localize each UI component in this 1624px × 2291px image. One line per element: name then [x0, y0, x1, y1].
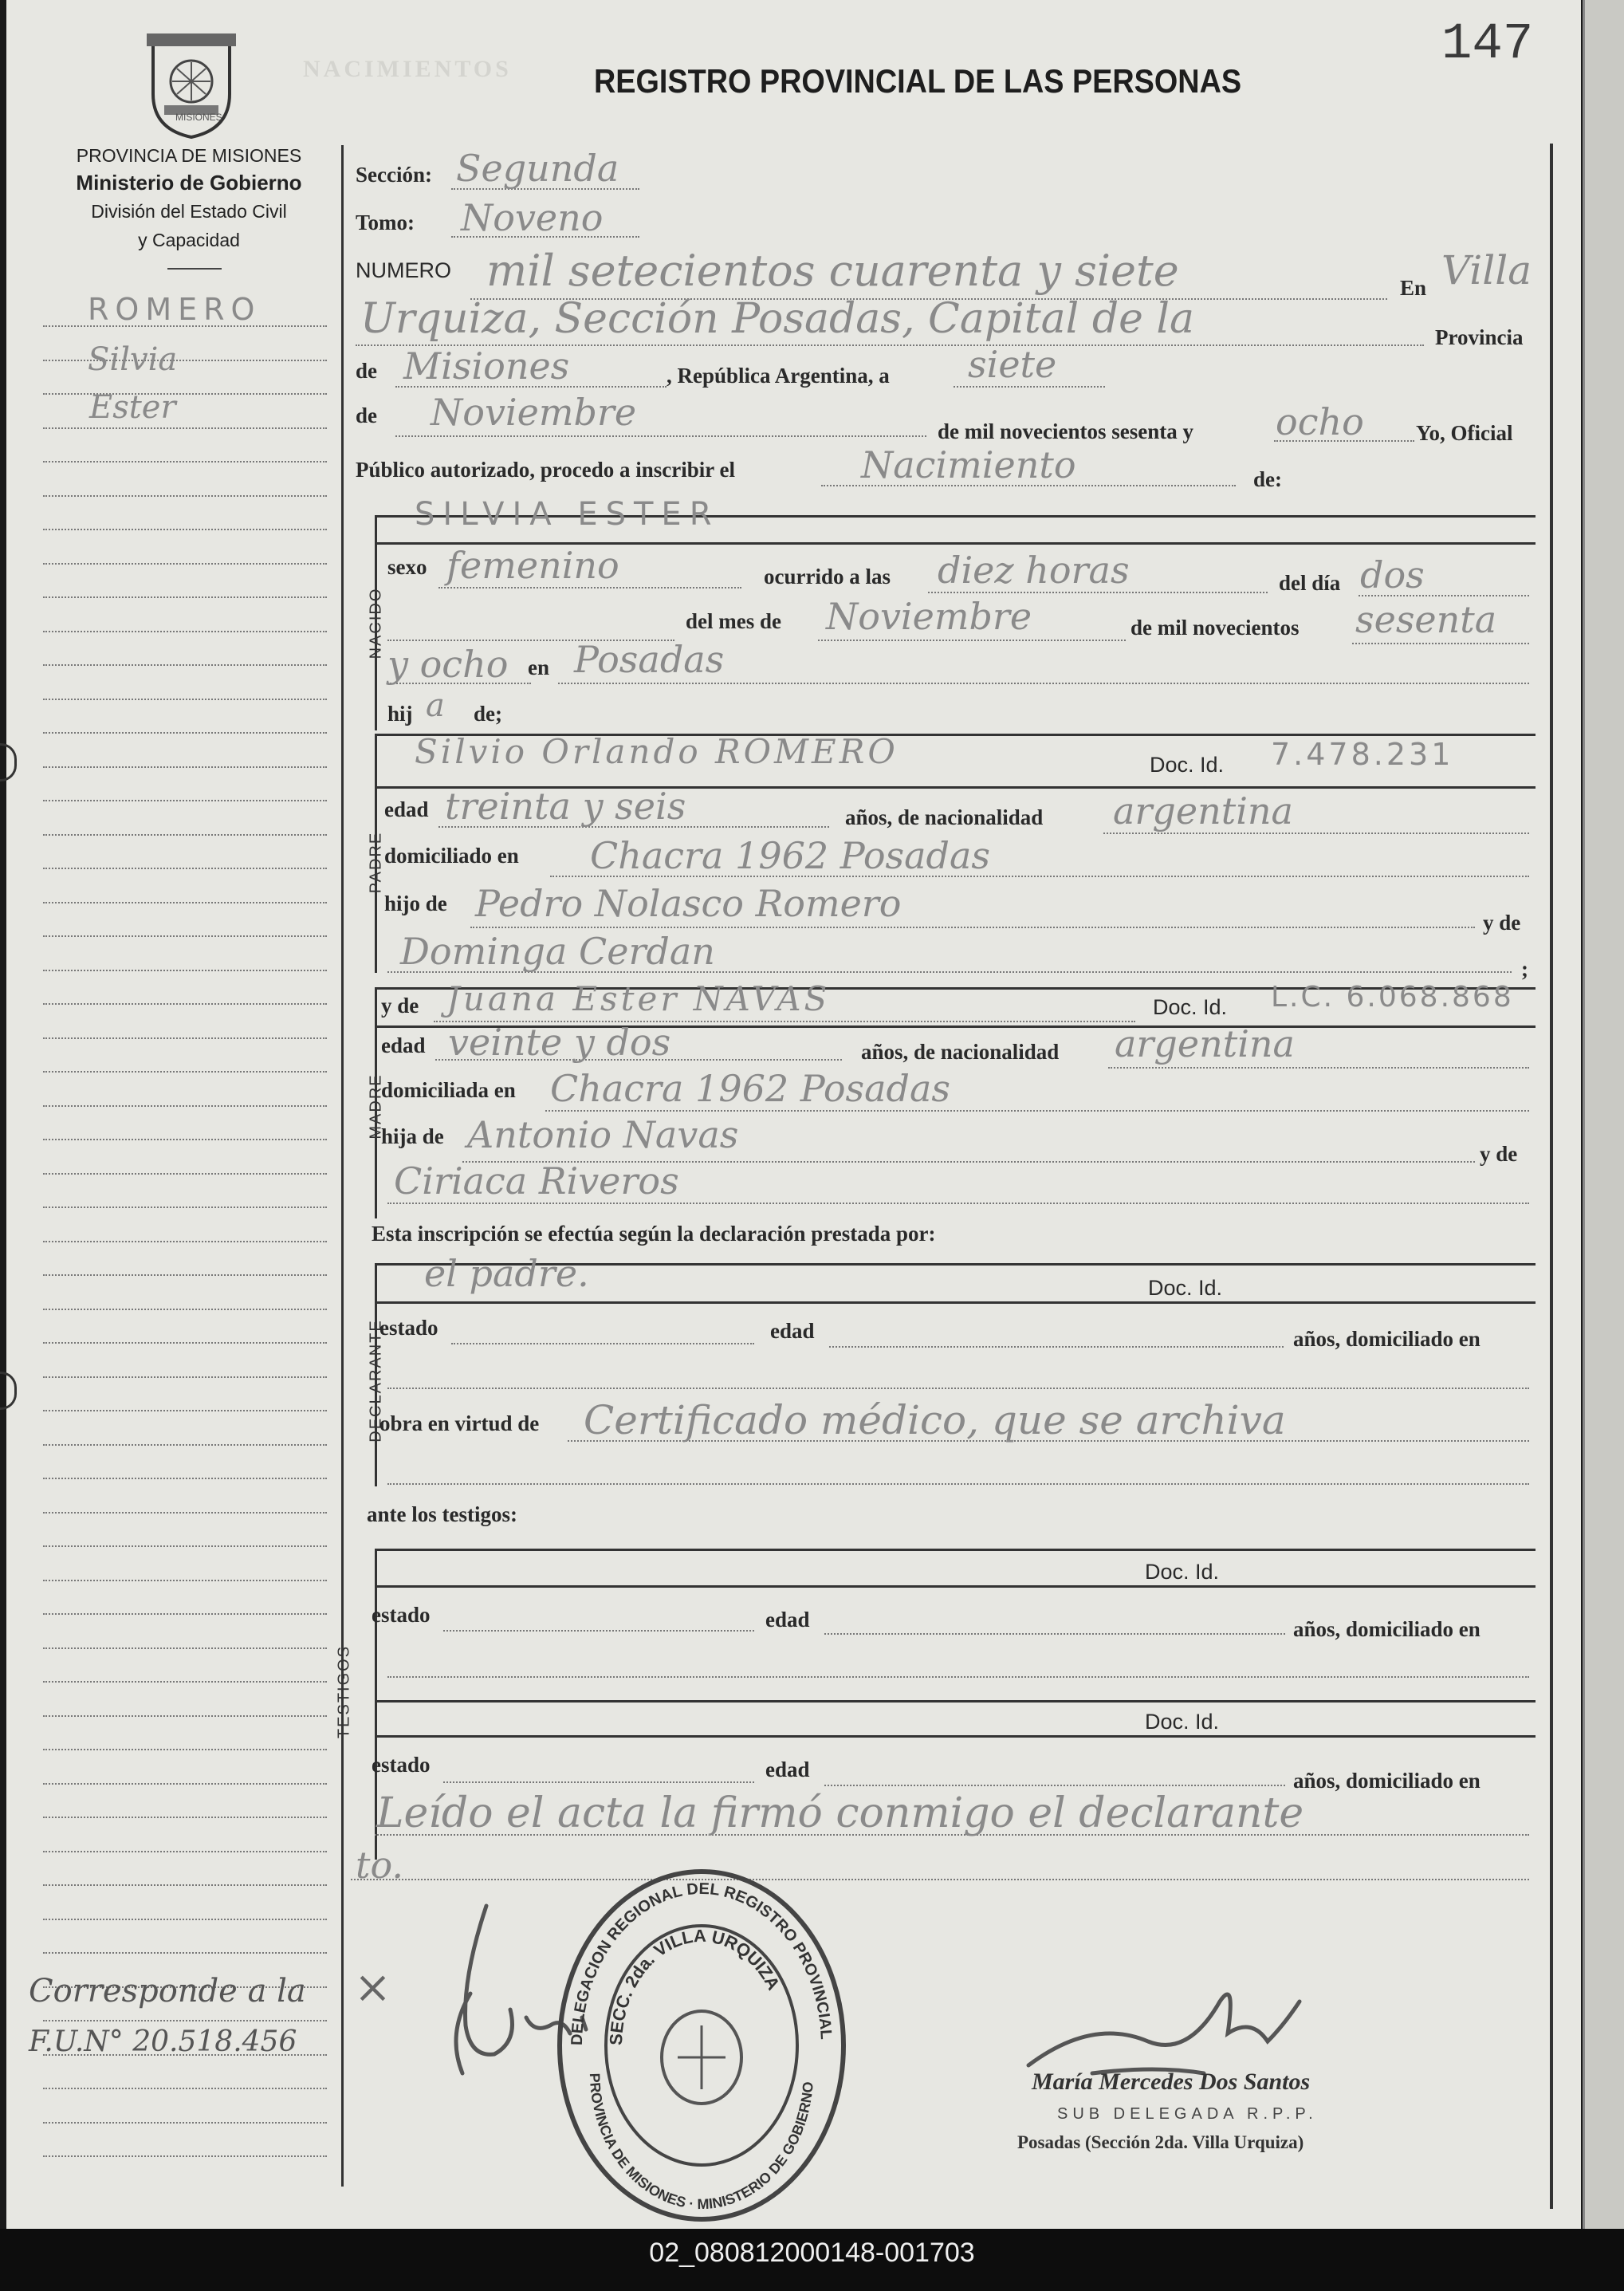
margin-ruled-line [43, 868, 327, 869]
padre-hijo-label: hijo de [384, 892, 447, 915]
testigo1-edad-label: edad [765, 1608, 810, 1632]
padre-nac-label: años, de nacionalidad [845, 805, 1044, 829]
margin-ruled-line [43, 1478, 327, 1479]
de-semicolon-label: de; [474, 702, 502, 726]
margin-ruled-line [43, 834, 327, 836]
margin-ruled-line [43, 1376, 327, 1378]
madre-dom: Chacra 1962 Posadas [550, 1067, 951, 1110]
madre-y-de-label-1: y de [381, 994, 419, 1018]
semicolon: ; [1521, 957, 1528, 981]
margin-surname: ROMERO [88, 292, 261, 327]
declarante-estado-label: estado [379, 1316, 438, 1340]
margin-ruled-line [43, 1342, 327, 1344]
madre-y-de-label-2: y de [1480, 1142, 1518, 1166]
mes-value: Noviembre [826, 595, 1032, 638]
madre-doc-label: Doc. Id. [1153, 995, 1228, 1019]
margin-ruled-line [43, 1071, 327, 1073]
margin-ruled-line [43, 393, 327, 395]
margin-ruled-line [43, 1919, 327, 1920]
dia-value: dos [1360, 553, 1425, 596]
margin-ruled-line [43, 902, 327, 903]
madre-doc: L.C. 6.068.868 [1271, 981, 1514, 1014]
seal-inner-text: SECC. 2da. VILLA URQUIZA [605, 1925, 784, 2046]
margin-ruled-line [43, 1749, 327, 1750]
margin-ruled-line [43, 1139, 327, 1140]
margin-ruled-line [43, 1884, 327, 1886]
margin-ruled-line [43, 563, 327, 565]
publico-label: Público autorizado, procedo a inscribir el [356, 458, 735, 482]
numero-label: NUMERO [356, 258, 451, 282]
testigo2-estado-label: estado [372, 1753, 431, 1777]
dia-inscripcion: siete [968, 343, 1057, 386]
testigo1-anos-label: años, domiciliado en [1293, 1617, 1480, 1641]
margin-ruled-line [43, 427, 327, 429]
margin-ruled-line [43, 1817, 327, 1818]
hora-value: diez horas [938, 549, 1130, 592]
madre-edad-label: edad [381, 1033, 426, 1057]
madre-hija-label: hija de [381, 1124, 444, 1148]
declarante-doc-label: Doc. Id. [1148, 1276, 1223, 1300]
side-label-declarante: DECLARANTE [367, 1319, 385, 1443]
margin-ruled-line [43, 664, 327, 666]
madre-nac: argentina [1115, 1022, 1295, 1065]
margin-ruled-line [43, 596, 327, 598]
provincia-label: Provincia [1435, 325, 1524, 349]
svg-text:DELEGACION REGIONAL DEL REGIST [550, 1866, 835, 2045]
side-label-testigos: TESTIGOS [335, 1644, 353, 1739]
margin-ruled-line [43, 495, 327, 497]
declarante-anos-label: años, domiciliado en [1293, 1327, 1480, 1351]
side-label-nacido: NACIDO [367, 587, 385, 659]
testigo1-doc-label: Doc. Id. [1145, 1560, 1220, 1584]
division-label-2: y Capacidad [138, 230, 240, 250]
madre-y-de: Ciriaca Riveros [394, 1159, 679, 1203]
margin-ruled-line [43, 1952, 327, 1954]
sexo-value: femenino [446, 544, 619, 587]
page-title: REGISTRO PROVINCIAL DE LAS PERSONAS [594, 62, 1242, 100]
republica-label: , República Argentina, a [667, 364, 890, 388]
padre-doc-label: Doc. Id. [1150, 753, 1225, 777]
margin-ruled-line [43, 1613, 327, 1615]
padre-nac: argentina [1113, 789, 1293, 833]
madre-nombre: Juana Ester NAVAS [446, 979, 831, 1018]
seal-outer-text: DELEGACION REGIONAL DEL REGISTRO PROVINCIAL [568, 1880, 835, 2046]
testigos-label: ante los testigos: [367, 1502, 517, 1526]
margin-ruled-line [43, 970, 327, 971]
obra-value: Certificado médico, que se archiva [584, 1397, 1286, 1443]
margin-ruled-line [43, 1173, 327, 1175]
official-role: SUB DELEGADA R.P.P. [1057, 2105, 1318, 2123]
de-mil-label: de mil novecientos sesenta y [938, 419, 1193, 443]
seal-bottom-text: PROVINCIA DE MISIONES · MINISTERIO DE GOBIERNO [586, 2073, 816, 2213]
faint-header: NACIMIENTOS [303, 56, 512, 82]
margin-ruled-line [43, 1444, 327, 1446]
x-mark: × [354, 1962, 391, 2013]
leido-line-1: Leído el acta la firmó conmigo el declarante [376, 1789, 1304, 1837]
margin-ruled-line [43, 2020, 327, 2021]
de-label-2: de [356, 403, 377, 427]
testigo1-estado-label: estado [372, 1603, 431, 1627]
testigo2-anos-label: años, domiciliado en [1293, 1769, 1480, 1793]
margin-ruled-line [43, 1003, 327, 1005]
official-seal [550, 1866, 853, 2229]
madre-dom-label: domiciliada en [381, 1078, 516, 1102]
margin-ruled-line [43, 1681, 327, 1683]
de-mil-label-2: de mil novecientos [1131, 616, 1300, 640]
tomo-label: Tomo: [356, 211, 415, 234]
margin-ruled-line [43, 360, 327, 361]
padre-edad-label: edad [384, 797, 429, 821]
margin-ruled-line [43, 631, 327, 632]
margin-ruled-line [43, 1512, 327, 1514]
margin-ruled-line [43, 529, 327, 530]
margin-ruled-line [43, 766, 327, 768]
sexo-label: sexo [387, 555, 427, 579]
margin-ruled-line [43, 2088, 327, 2089]
padre-y-de: Dominga Cerdan [400, 930, 715, 973]
margin-ruled-line [43, 732, 327, 734]
binding-edge [1583, 0, 1624, 2229]
margin-divider [341, 145, 344, 2187]
ano-inscripcion: ocho [1276, 400, 1364, 443]
margin-ruled-line [43, 699, 327, 700]
side-label-madre: MADRE [367, 1073, 385, 1140]
svg-text:SECC. 2da. VILLA URQUIZA [606, 1926, 784, 2046]
margin-ruled-line [43, 1851, 327, 1852]
inscripcion-label: Esta inscripción se efectúa según la declaración prestada por: [372, 1222, 936, 1246]
place-line: Urquiza, Sección Posadas, Capital de la [360, 295, 1195, 343]
margin-ruled-line [43, 1274, 327, 1276]
padre-hijo-de: Pedro Nolasco Romero [475, 882, 902, 925]
lugar-value: Posadas [574, 638, 725, 681]
ano-value-a: sesenta [1355, 598, 1497, 641]
margin-ruled-line [43, 1410, 327, 1411]
leido-line-2: to. [356, 1844, 403, 1887]
numero-value: mil setecientos cuarenta y siete [486, 246, 1179, 296]
mes-inscripcion: Noviembre [431, 391, 637, 434]
testigo2-doc-label: Doc. Id. [1145, 1710, 1220, 1734]
margin-ruled-line [43, 1783, 327, 1785]
margin-ruled-line [43, 1105, 327, 1107]
form-right-border [1550, 144, 1553, 2209]
padre-nombre: Silvio Orlando ROMERO [415, 732, 899, 771]
ministry-label: Ministerio de Gobierno [76, 171, 302, 195]
declarante-value: el padre. [424, 1252, 589, 1295]
margin-ruled-line [43, 1241, 327, 1242]
margin-ruled-line [43, 1037, 327, 1039]
margin-ruled-line [43, 461, 327, 463]
margin-given-2: Ester [89, 389, 176, 426]
official-office: Posadas (Sección 2da. Villa Urquiza) [1017, 2132, 1304, 2152]
padre-doc: 7.478.231 [1271, 737, 1454, 772]
padre-y-de-label: y de [1483, 911, 1521, 935]
de-colon-label: de: [1253, 467, 1282, 491]
acto-value: Nacimiento [861, 443, 1076, 486]
margin-ruled-line [43, 1580, 327, 1581]
padre-dom-label: domiciliado en [384, 844, 519, 868]
official-name: María Mercedes Dos Santos [1032, 2069, 1311, 2095]
margin-ruled-line [43, 2122, 327, 2124]
declarante-edad-label: edad [770, 1319, 815, 1343]
footer-id: 02_080812000148-001703 [649, 2238, 975, 2268]
ocurrido-label: ocurrido a las [764, 565, 891, 588]
del-mes-label: del mes de [686, 609, 781, 633]
margin-ruled-line [43, 1647, 327, 1649]
madre-nac-label: años, de nacionalidad [861, 1040, 1060, 1064]
margin-ruled-line [43, 935, 327, 937]
province-emblem [137, 29, 246, 144]
seccion-label: Sección: [356, 163, 432, 187]
margin-ruled-line [43, 1207, 327, 1208]
madre-edad: veinte y dos [448, 1021, 671, 1064]
de-label-1: de [356, 359, 377, 383]
yo-oficial-label: Yo, Oficial [1416, 421, 1513, 445]
margin-given-1: Silvia [88, 341, 178, 378]
nombre-value: SILVIA ESTER [415, 496, 720, 533]
provincia-value: Misiones [403, 344, 570, 388]
padre-edad: treinta y seis [445, 785, 686, 828]
authority-divider [167, 268, 222, 270]
en-label-2: en [528, 655, 549, 679]
seccion-value: Segunda [456, 147, 619, 190]
margin-ruled-line [43, 800, 327, 801]
del-dia-label: del día [1279, 571, 1341, 595]
margin-ruled-line [43, 2155, 327, 2157]
madre-hija-de: Antonio Navas [467, 1113, 739, 1156]
en-place: Villa [1441, 247, 1532, 293]
hij-label: hij [387, 702, 413, 726]
padre-dom: Chacra 1962 Posadas [590, 834, 991, 877]
margin-note-2: F.U.N° 20.518.456 [29, 2025, 297, 2058]
province-label: PROVINCIA DE MISIONES [76, 145, 302, 166]
obra-label: obra en virtud de [379, 1411, 540, 1435]
margin-ruled-line [43, 1715, 327, 1717]
side-label-padre: PADRE [367, 831, 385, 894]
en-label: En [1400, 276, 1427, 300]
tomo-value: Noveno [461, 196, 604, 239]
margin-ruled-line [43, 1309, 327, 1310]
ano-value-b: y ocho [387, 643, 509, 686]
emblem-text: MISIONES [175, 112, 222, 123]
division-label: División del Estado Civil [91, 201, 287, 222]
testigo2-edad-label: edad [765, 1758, 810, 1781]
hij-suffix: a [426, 687, 445, 724]
margin-note-1: Corresponde a la [29, 1973, 306, 2010]
margin-ruled-line [43, 1545, 327, 1547]
page-number: 147 [1441, 16, 1534, 73]
